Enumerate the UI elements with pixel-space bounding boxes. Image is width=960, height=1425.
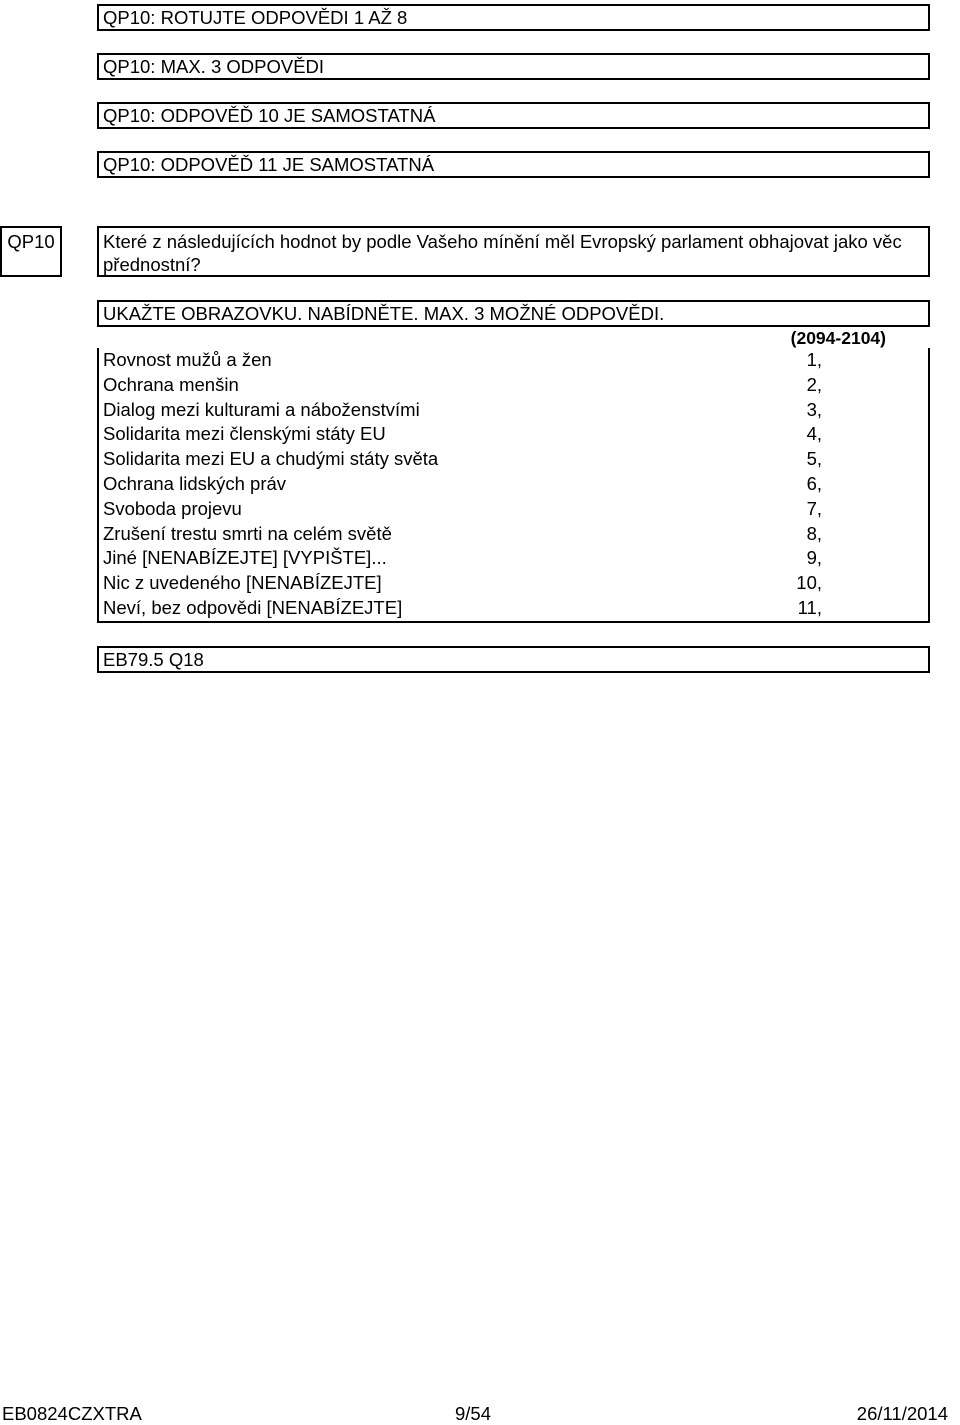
footer-date: 26/11/2014 <box>856 1403 948 1424</box>
show-card-instruction: UKAŽTE OBRAZOVKU. NABÍDNĚTE. MAX. 3 MOŽNÉ ODPOVĚDI. <box>97 300 930 327</box>
answer-label: Ochrana lidských práv <box>103 473 287 494</box>
answer-label: Solidarita mezi EU a chudými státy světa <box>103 448 439 470</box>
answer-label: Nic z uvedeného [NENABÍZEJTE] <box>103 572 382 594</box>
instruction-answer-10: QP10: ODPOVĚĎ 10 JE SAMOSTATNÁ <box>97 102 930 129</box>
list-item <box>99 472 928 497</box>
question-id: QP10 <box>0 226 62 277</box>
instruction-rotate: QP10: ROTUJTE ODPOVĚDI 1 AŽ 8 <box>97 4 930 31</box>
answer-label: Solidarita mezi členskými státy EU <box>103 423 386 445</box>
list-item <box>99 522 928 547</box>
answer-code: 3, <box>806 398 822 420</box>
answer-code: 7, <box>806 497 822 519</box>
answer-code: 6, <box>806 473 822 494</box>
answer-label: Svoboda projevu <box>103 497 242 519</box>
list-item <box>99 348 928 373</box>
list-item <box>99 546 928 571</box>
answer-code: 9, <box>806 547 822 569</box>
source-reference: EB79.5 Q18 <box>97 646 930 673</box>
answer-label: Neví, bez odpovědi [NENABÍZEJTE] <box>103 597 403 618</box>
instruction-answer-11: QP10: ODPOVĚĎ 11 JE SAMOSTATNÁ <box>97 151 930 178</box>
footer-doc-id: EB0824CZXTRA <box>2 1403 142 1424</box>
answer-code: 2, <box>806 373 822 395</box>
answer-code: 11, <box>797 597 822 618</box>
answer-label: Rovnost mužů a žen <box>103 349 272 370</box>
question-text: Které z následujících hodnot by podle Vašeho mínění měl Evropský parlament obhajovat jako věc přednostní? <box>97 226 930 277</box>
instruction-max: QP10: MAX. 3 ODPOVĚDI <box>97 53 930 80</box>
list-item <box>99 497 928 522</box>
list-item <box>99 422 928 447</box>
answer-list <box>97 348 930 623</box>
answer-code: 8, <box>806 522 822 544</box>
answer-label: Jiné [NENABÍZEJTE] [VYPIŠTE]... <box>103 547 387 569</box>
code-range: (2094-2104) <box>790 328 886 348</box>
list-item <box>99 447 928 472</box>
list-item <box>99 596 928 621</box>
answer-label: Zrušení trestu smrti na celém světě <box>103 522 392 544</box>
answer-label: Dialog mezi kulturami a náboženstvími <box>103 398 420 420</box>
footer-page-number: 9/54 <box>455 1403 492 1424</box>
list-item <box>99 571 928 596</box>
answer-code: 10, <box>796 572 822 594</box>
answer-code: 5, <box>806 448 822 470</box>
answer-label: Ochrana menšin <box>103 373 239 395</box>
answer-code: 1, <box>806 349 822 370</box>
answer-code: 4, <box>806 423 822 445</box>
list-item <box>99 398 928 423</box>
list-item <box>99 373 928 398</box>
